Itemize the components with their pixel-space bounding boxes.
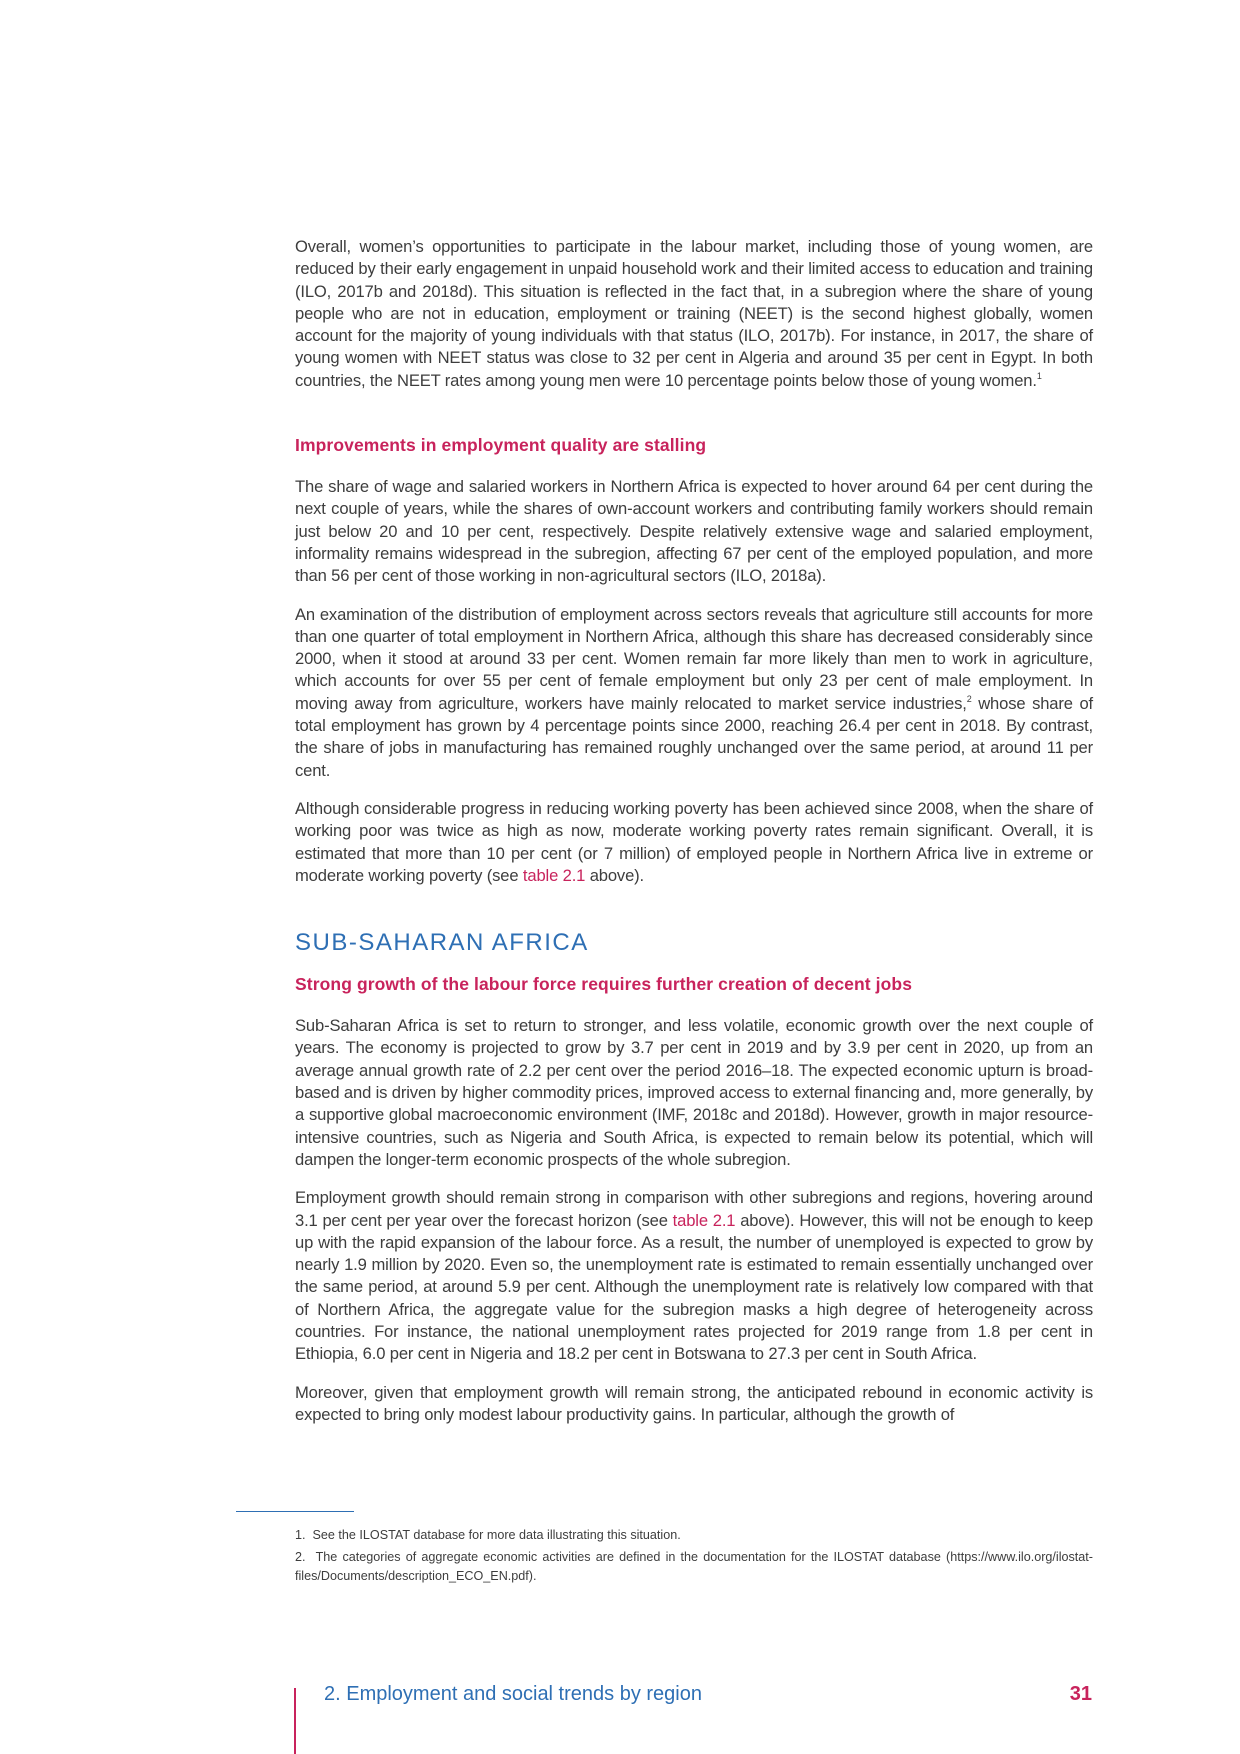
section-title-sub-saharan-africa: SUB-SAHARAN AFRICA — [295, 929, 589, 957]
body-column — [295, 236, 1093, 1426]
paragraph-employment-growth: Employment growth should remain strong in comparison with other subregions and regions, hovering around 3.1 per cent per year over the forecast horizon (see table 2.1 above). However, this will not be enough to keep up with the rapid expansion of the labour force. As a result, the number of unemployed is expected to grow by nearly 1.9 million by 2020. Even so, the unemployment rate is estimated to remain essentially unchanged over the same period, at around 5.9 per cent. Although the unemployment rate is relatively low compared with that of Northern Africa, the aggregate value for the subregion masks a high degree of heterogeneity across countries. For instance, the national unemployment rates projected for 2019 range from 1.8 per cent in Ethiopia, 6.0 per cent in Nigeria and 18.2 per cent in Botswana to 27.3 per cent in South Africa. — [295, 1188, 1093, 1364]
footer-accent-bar — [294, 1688, 296, 1754]
table-2-1-link[interactable]: table 2.1 — [672, 1210, 736, 1230]
paragraph-productivity: Moreover, given that employment growth will remain strong, the anticipated rebound in economic activity is expected to bring only modest labour productivity gains. In particular, although the growth of — [295, 1382, 1093, 1424]
footer-chapter-title: 2. Employment and social trends by region — [324, 1683, 702, 1705]
subheading-employment-quality: Improvements in employment quality are stalling — [295, 435, 707, 456]
paragraph-women-opportunities: Overall, women’s opportunities to participate in the labour market, including those of young women, are reduced by their early engagement in unpaid household work and their limited access to education and training (ILO, 2017b and 2018d). This situation is reflected in the fact that, in a subregion where the share of young people who are not in education, employment or training (NEET) is the second highest globally, women account for the majority of young individuals with that status (ILO, 2017b). For instance, in 2017, the share of young women with NEET status was close to 32 per cent in Algeria and around 35 per cent in Egypt. In both countries, the NEET rates among young men were 10 percentage points below those of young women.$^1$ — [295, 237, 1093, 390]
page-number: 31 — [1069, 1683, 1092, 1705]
footnotes — [295, 1526, 1093, 1586]
footnote-ref-1[interactable]: 1 — [1036, 370, 1042, 381]
paragraph-working-poverty: Although considerable progress in reducing working poverty has been achieved since 2008, when the share of working poor was twice as high as now, moderate working poverty rates remain significant. Overall, it is estimated that more than 10 per cent (or 7 million) of employed people in Northern Africa live in extreme or moderate working poverty (see table 2.1 above). — [295, 798, 1093, 885]
paragraph-economic-growth: Sub-Saharan Africa is set to return to stronger, and less volatile, economic growth over the next couple of years. The economy is projected to grow by 3.7 per cent in 2019 and by 3.9 per cent in 2020, up from an average annual growth rate of 2.2 per cent over the period 2016–18. The expected economic upturn is broad-based and is driven by higher commodity prices, improved access to external financing and, more generally, by a supportive global macroeconomic environment (IMF, 2018c and 2018d). However, growth in major resource-intensive countries, such as Nigeria and South Africa, is expected to remain below its potential, which will dampen the longer-term economic prospects of the whole subregion. — [295, 1016, 1093, 1169]
footnote-divider — [236, 1511, 354, 1512]
paragraph-wage-workers: The share of wage and salaried workers in Northern Africa is expected to hover around 64 per cent during the next couple of years, while the shares of own-account workers and contributing family workers should remain just below 20 and 10 per cent, respectively. Despite relatively extensive wage and salaried employment, informality remains widespread in the subregion, affecting 67 per cent of the employed population, and more than 56 per cent of those working in non-agricultural sectors (ILO, 2018a). — [295, 477, 1093, 586]
table-2-1-link[interactable]: table 2.1 — [522, 865, 586, 885]
footnote-ref-2[interactable]: 2 — [966, 693, 972, 704]
footnote-2: 2. The categories of aggregate economic activities are defined in the documentation for the ILOSTAT database (https://www.ilo.org/ilostat-files/Documents/description_ECO_EN.pdf). — [295, 1550, 1093, 1583]
subheading-labour-force-growth: Strong growth of the labour force requires further creation of decent jobs — [295, 974, 913, 995]
paragraph-sector-distribution: An examination of the distribution of employment across sectors reveals that agriculture still accounts for more than one quarter of total employment in Northern Africa, although this share has decreased considerably since 2000, when it stood at around 33 per cent. Women remain far more likely than men to work in agriculture, which accounts for over 55 per cent of female employment but only 23 per cent of male employment. In moving away from agriculture, workers have mainly relocated to market service industries,$^2$ whose share of total employment has grown by 4 percentage points since 2000, reaching 26.4 per cent in 2018. By contrast, the share of jobs in manufacturing has remained roughly unchanged over the same period, at around 11 per cent. — [295, 604, 1093, 780]
footnote-1: 1. See the ILOSTAT database for more data illustrating this situation. — [295, 1528, 681, 1542]
